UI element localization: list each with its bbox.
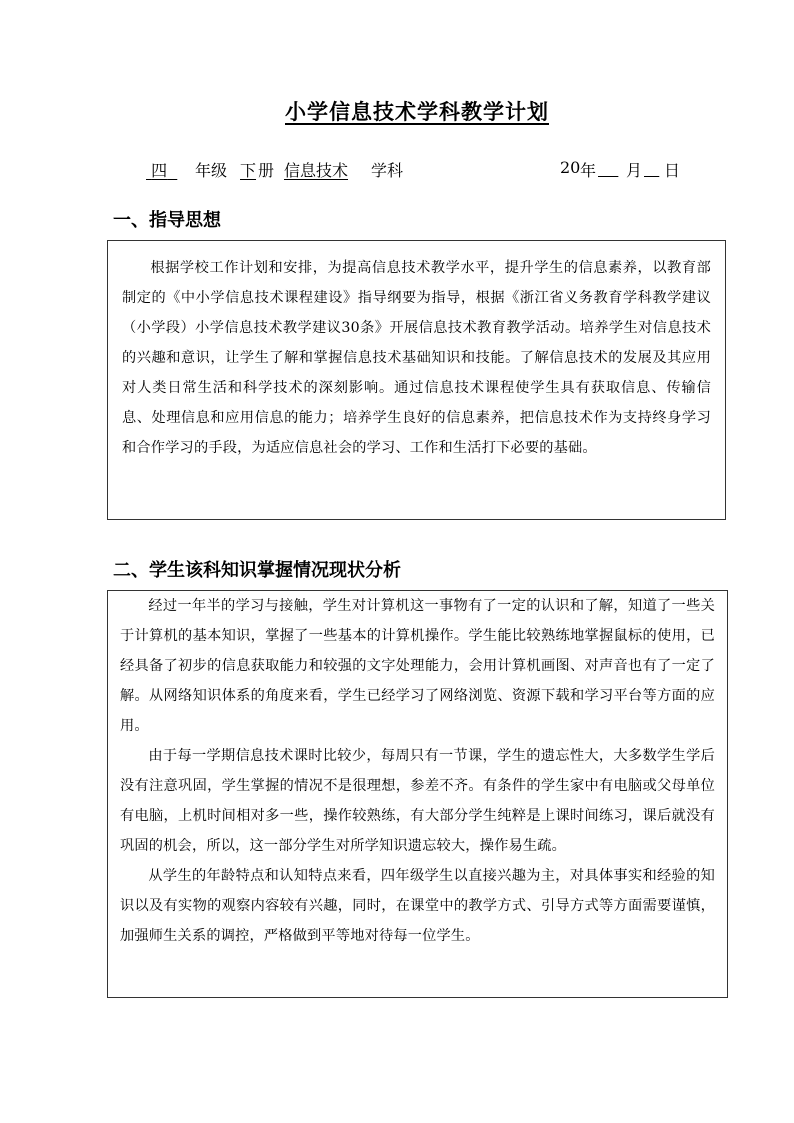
- year-label: 年: [580, 161, 597, 180]
- analysis-paragraph-1: 经过一年半的学习与接触，学生对计算机这一事物有了一定的认识和了解，知道了一些关于计算机的基本知识，掌握了一些基本的计算机操作。学生能比较熟练地掌握鼠标的使用，已经具备了初步的信息获取能力和较强的文字处理能力，会用计算机画图、对声音也有了一定了解。从网络知识体系的角度来看，学生已经学习了网络浏览、资源下载和学习平台等方面的应用。: [120, 598, 715, 734]
- grade-value: 四: [151, 161, 168, 180]
- term-label: 册: [258, 161, 275, 180]
- page-title: 小学信息技术学科教学计划: [285, 100, 549, 124]
- month-blank: [598, 158, 618, 177]
- analysis-paragraph-3: 从学生的年龄特点和认知特点来看，四年级学生以直接兴趣为主，对具体事实和经验的知识以及有实物的观察内容较有兴趣，同时，在课堂中的教学方式、引导方式等方面需要谨慎，加强师生关系的调控，严格做到平等地对待每一位学生。: [120, 868, 715, 944]
- month-label: 月: [626, 161, 643, 180]
- guiding-paragraph: 根据学校工作计划和安排，为提高信息技术教学水平，提升学生的信息素养，以教育部制定的《中小学信息技术课程建设》指导纲要为指导，根据《浙江省义务教育学科教学建议（小学段）小学信息技术教学建议30条》开展信息技术教育教学活动。培养学生对信息技术的兴趣和意识，让学生了解和掌握信息技术基础知识和技能。了解信息技术的发展及其应用对人类日常生活和科学技术的深刻影响。通过信息技术课程使学生具有获取信息、传输信息、处理信息和应用信息的能力；培养学生良好的信息素养，把信息技术作为支持终身学习和合作学习的手段，为适应信息社会的学习、工作和生活打下必要的基础。: [122, 260, 711, 456]
- subject-label: 学科: [371, 161, 404, 180]
- section-heading-guiding: 一、指导思想: [113, 210, 221, 231]
- year-value: 20: [560, 158, 581, 177]
- section-heading-analysis: 二、学生该科知识掌握情况现状分析: [113, 560, 401, 581]
- grade-label: 年级: [195, 161, 228, 180]
- guiding-thought-box: [107, 240, 726, 520]
- plan-info-line: [146, 158, 706, 184]
- subject-value: 信息技术: [284, 161, 349, 180]
- term-value: 下: [240, 161, 257, 180]
- analysis-box: [107, 590, 728, 998]
- day-blank: [644, 158, 659, 177]
- analysis-paragraph-2: 由于每一学期信息技术课时比较少，每周只有一节课，学生的遗忘性大，大多数学生学后没有注意巩固，学生掌握的情况不是很理想，参差不齐。有条件的学生家中有电脑或父母单位有电脑，上机时间相对多一些，操作较熟练，有大部分学生纯粹是上课时间练习，课后就没有巩固的机会，所以，这一部分学生对所学知识遗忘较大，操作易生疏。: [120, 748, 715, 854]
- day-label: 日: [664, 161, 681, 180]
